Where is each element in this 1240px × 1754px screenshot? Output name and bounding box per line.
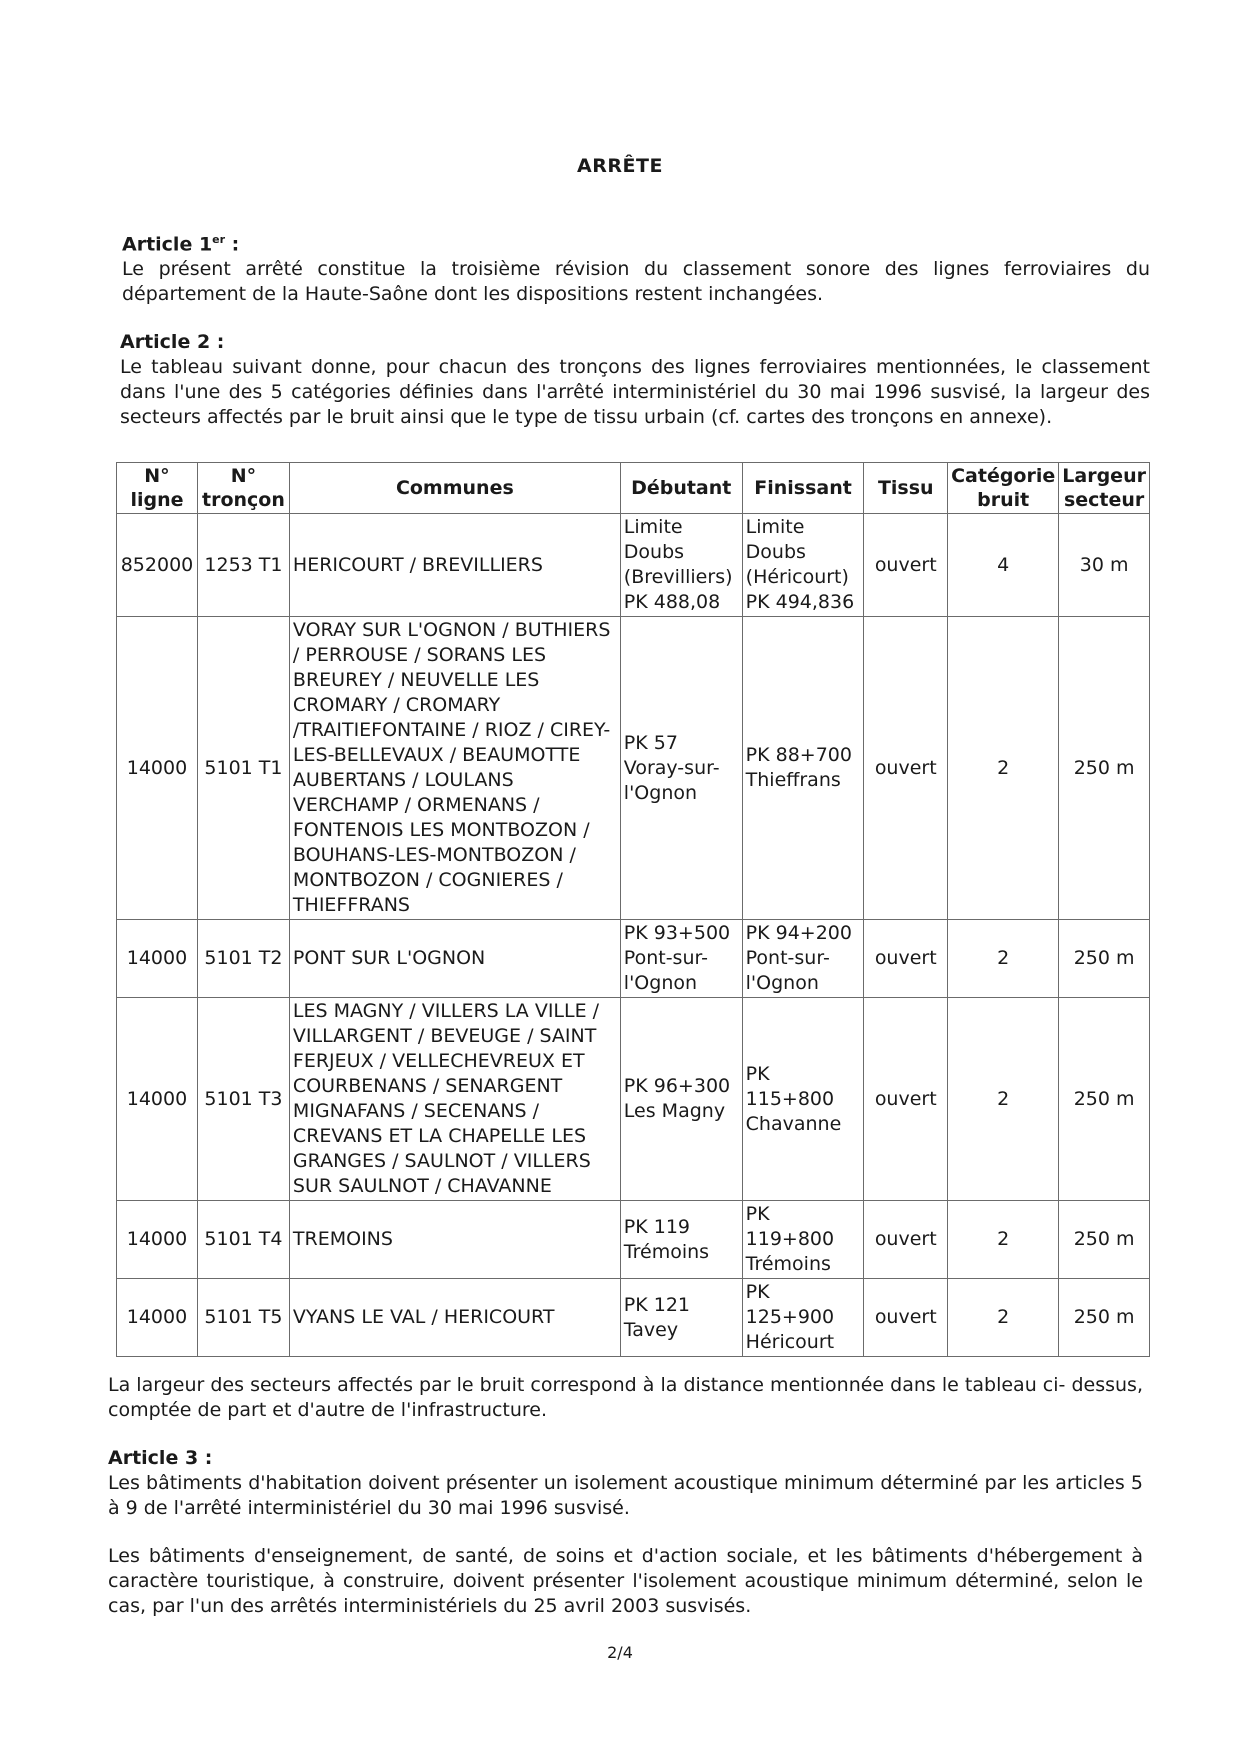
cell-troncon: 1253 T1 — [197, 514, 289, 617]
cell-tissu: ouvert — [864, 514, 948, 617]
cell-debutant: PK 121 Tavey — [620, 1279, 742, 1357]
table-row — [117, 920, 1150, 998]
cell-troncon: 5101 T4 — [197, 1201, 289, 1279]
table-row — [117, 617, 1150, 920]
document-title: ARRÊTE — [577, 155, 663, 177]
cell-categorie: 2 — [948, 998, 1059, 1201]
cell-finissant: PK 88+700 Thieffrans — [742, 617, 864, 920]
header-debutant: Débutant — [620, 463, 742, 514]
cell-troncon: 5101 T2 — [197, 920, 289, 998]
table-row — [117, 1279, 1150, 1357]
cell-debutant: Limite Doubs (Brevilliers) PK 488,08 — [620, 514, 742, 617]
cell-tissu: ouvert — [864, 1201, 948, 1279]
cell-finissant: PK 115+800 Chavanne — [742, 998, 864, 1201]
cell-communes: TREMOINS — [289, 1201, 620, 1279]
cell-categorie: 4 — [948, 514, 1059, 617]
cell-largeur: 250 m — [1059, 920, 1150, 998]
article-1-heading-suffix: : — [225, 233, 240, 256]
header-largeur: Largeur secteur — [1059, 463, 1150, 514]
cell-categorie: 2 — [948, 920, 1059, 998]
article-3-text-2: Les bâtiments d'enseignement, de santé, de soins et d'action sociale, et les bâtiments d'hébergement à caractère touristique, à construire, doivent présenter l'isolement acoustique minimum déterminé, selon le cas, par l'un des arrêtés interministériels du 25 avril 2003 susvisés. — [108, 1545, 1143, 1617]
cell-ligne: 14000 — [117, 1201, 198, 1279]
cell-ligne: 14000 — [117, 920, 198, 998]
table-row — [117, 998, 1150, 1201]
cell-ligne: 852000 — [117, 514, 198, 617]
header-troncon: N° tronçon — [197, 463, 289, 514]
cell-communes: LES MAGNY / VILLERS LA VILLE / VILLARGENT / BEVEUGE / SAINT FERJEUX / VELLECHEVREUX ET COURBENANS / SENARGENT MIGNAFANS / SECENANS / CREVANS ET LA CHAPELLE LES GRANGES / SAULNOT / VILLERS SUR SAULNOT / CHAVANNE — [289, 998, 620, 1201]
cell-communes: PONT SUR L'OGNON — [289, 920, 620, 998]
cell-largeur: 250 m — [1059, 998, 1150, 1201]
article-3-heading: Article 3 : — [108, 1447, 213, 1469]
article-2-text: Le tableau suivant donne, pour chacun des tronçons des lignes ferroviaires mentionnées, le classement dans l'une des 5 catégories définies dans l'arrêté interministériel du 30 mai 1996 susvisé, la largeur des secteurs affectés par le bruit ainsi que le type de tissu urbain (cf. cartes des tronçons en annexe). — [120, 356, 1150, 428]
cell-troncon: 5101 T5 — [197, 1279, 289, 1357]
cell-categorie: 2 — [948, 1201, 1059, 1279]
cell-finissant: PK 119+800 Trémoins — [742, 1201, 864, 1279]
cell-troncon: 5101 T3 — [197, 998, 289, 1201]
cell-tissu: ouvert — [864, 920, 948, 998]
cell-largeur: 250 m — [1059, 617, 1150, 920]
cell-largeur: 250 m — [1059, 1279, 1150, 1357]
cell-largeur: 250 m — [1059, 1201, 1150, 1279]
header-tissu: Tissu — [864, 463, 948, 514]
cell-tissu: ouvert — [864, 617, 948, 920]
cell-categorie: 2 — [948, 617, 1059, 920]
table-row — [117, 1201, 1150, 1279]
cell-ligne: 14000 — [117, 998, 198, 1201]
page-number: 2/4 — [607, 1643, 633, 1662]
cell-ligne: 14000 — [117, 1279, 198, 1357]
cell-categorie: 2 — [948, 1279, 1059, 1357]
header-categorie: Catégorie bruit — [948, 463, 1059, 514]
cell-finissant: Limite Doubs (Héricourt) PK 494,836 — [742, 514, 864, 617]
table-row — [117, 514, 1150, 617]
header-ligne: N° ligne — [117, 463, 198, 514]
article-3-text-1: Les bâtiments d'habitation doivent présenter un isolement acoustique minimum déterminé par les articles 5 à 9 de l'arrêté interministériel du 30 mai 1996 susvisé. — [108, 1472, 1143, 1519]
article-1-text: Le présent arrêté constitue la troisième révision du classement sonore des lignes ferroviaires du département de la Haute-Saône dont les dispositions restent inchangées. — [122, 258, 1150, 306]
cell-finissant: PK 125+900 Héricourt — [742, 1279, 864, 1357]
cell-communes: VORAY SUR L'OGNON / BUTHIERS / PERROUSE / SORANS LES BREUREY / NEUVELLE LES CROMARY / CROMARY /TRAITIEFONTAINE / RIOZ / CIREY-LES-BELLEVAUX / BEAUMOTTE AUBERTANS / LOULANS VERCHAMP / ORMENANS / FONTENOIS LES MONTBOZON / BOUHANS-LES-MONTBOZON / MONTBOZON / COGNIERES / THIEFFRANS — [289, 617, 620, 920]
article-1-heading-main: Article 1 — [122, 233, 213, 256]
cell-largeur: 30 m — [1059, 514, 1150, 617]
header-communes: Communes — [289, 463, 620, 514]
cell-debutant: PK 119 Trémoins — [620, 1201, 742, 1279]
article-2-heading: Article 2 : — [120, 331, 225, 353]
cell-ligne: 14000 — [117, 617, 198, 920]
cell-communes: HERICOURT / BREVILLIERS — [289, 514, 620, 617]
cell-tissu: ouvert — [864, 1279, 948, 1357]
cell-debutant: PK 96+300 Les Magny — [620, 998, 742, 1201]
article-1-heading-sup: er — [212, 233, 226, 246]
cell-tissu: ouvert — [864, 998, 948, 1201]
table-note — [108, 1373, 1143, 1423]
article-1-heading — [122, 227, 1150, 257]
table-header-row — [117, 463, 1150, 514]
cell-communes: VYANS LE VAL / HERICOURT — [289, 1279, 620, 1357]
article-3 — [108, 1446, 1143, 1619]
article-2 — [120, 330, 1150, 430]
cell-debutant: PK 57 Voray-sur-l'Ognon — [620, 617, 742, 920]
cell-debutant: PK 93+500 Pont-sur-l'Ognon — [620, 920, 742, 998]
classification-table — [116, 462, 1150, 1357]
header-finissant: Finissant — [742, 463, 864, 514]
cell-troncon: 5101 T1 — [197, 617, 289, 920]
table-note-text: La largeur des secteurs affectés par le bruit correspond à la distance mentionnée dans le tableau ci- dessus, comptée de part et d'autre de l'infrastructure. — [108, 1374, 1143, 1421]
article-1 — [122, 227, 1150, 307]
cell-finissant: PK 94+200 Pont-sur-l'Ognon — [742, 920, 864, 998]
